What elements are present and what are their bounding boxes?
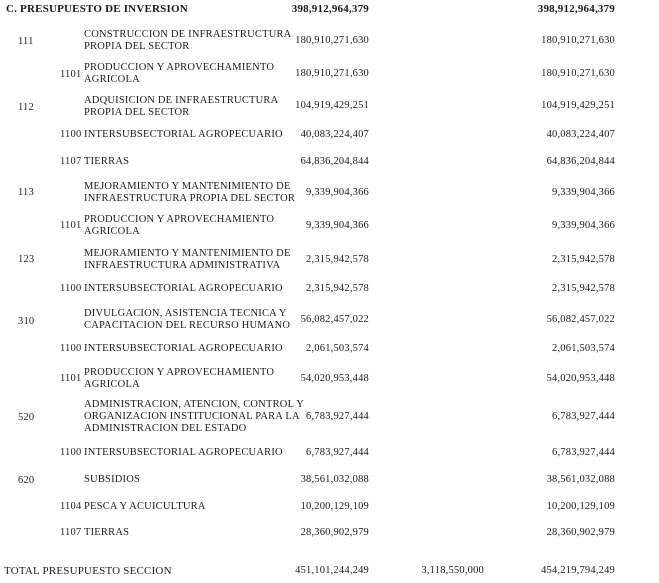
row-total: 54,020,953,448 xyxy=(546,373,615,384)
row-total: 2,315,942,578 xyxy=(552,283,615,294)
row-code: 1107 xyxy=(60,527,82,538)
row-description: DIVULGACION, ASISTENCIA TECNICA Y xyxy=(84,308,287,319)
row-total: 28,360,902,979 xyxy=(546,527,615,538)
row-code: 1100 xyxy=(60,343,82,354)
row-value: 6,783,927,444 xyxy=(306,447,369,458)
row-description: ADMINISTRACION DEL ESTADO xyxy=(84,423,247,434)
row-total: 64,836,204,844 xyxy=(546,156,615,167)
row-code: 1100 xyxy=(60,283,82,294)
row-description: MEJORAMIENTO Y MANTENIMIENTO DE xyxy=(84,248,291,259)
row-description: PRODUCCION Y APROVECHAMIENTO xyxy=(84,214,275,225)
row-code: 520 xyxy=(18,412,35,423)
row-description: AGRICOLA xyxy=(84,226,140,237)
row-value: 56,082,457,022 xyxy=(300,314,369,325)
row-description: ADQUISICION DE INFRAESTRUCTURA xyxy=(84,95,279,106)
row-code: 113 xyxy=(18,187,34,198)
row-code: 112 xyxy=(18,102,34,113)
row-value: 28,360,902,979 xyxy=(300,527,369,538)
row-code: 1101 xyxy=(60,69,82,80)
row-description: AGRICOLA xyxy=(84,379,140,390)
row-total: 56,082,457,022 xyxy=(546,314,615,325)
row-total: 180,910,271,630 xyxy=(541,35,615,46)
row-description: SUBSIDIOS xyxy=(84,474,141,485)
row-code: 1101 xyxy=(60,373,82,384)
row-total: 2,315,942,578 xyxy=(552,254,615,265)
row-description: PROPIA DEL SECTOR xyxy=(84,41,190,52)
row-value: 2,315,942,578 xyxy=(306,254,369,265)
row-value: 6,783,927,444 xyxy=(306,411,369,422)
row-code: 123 xyxy=(18,254,35,265)
row-description: ADMINISTRACION, ATENCION, CONTROL Y xyxy=(84,399,305,410)
row-code: 1107 xyxy=(60,156,82,167)
row-code: 1100 xyxy=(60,129,82,140)
row-code: 1104 xyxy=(60,501,82,512)
row-total: 6,783,927,444 xyxy=(552,447,615,458)
row-value: 104,919,429,251 xyxy=(295,100,369,111)
row-description: INTERSUBSECTORIAL AGROPECUARIO xyxy=(84,129,283,140)
row-description: ORGANIZACION INSTITUCIONAL PARA LA xyxy=(84,411,300,422)
grand-total-value-3: 454,219,794,249 xyxy=(541,565,615,576)
row-total: 38,561,032,088 xyxy=(546,474,615,485)
row-description: PRODUCCION Y APROVECHAMIENTO xyxy=(84,62,275,73)
row-description: TIERRAS xyxy=(84,156,130,167)
row-description: INTERSUBSECTORIAL AGROPECUARIO xyxy=(84,343,283,354)
row-code: 1100 xyxy=(60,447,82,458)
grand-total-value-2: 3,118,550,000 xyxy=(421,565,484,576)
row-total: 9,339,904,366 xyxy=(552,187,615,198)
row-value: 2,315,942,578 xyxy=(306,283,369,294)
row-total: 9,339,904,366 xyxy=(552,220,615,231)
row-total: 6,783,927,444 xyxy=(552,411,615,422)
row-description: AGRICOLA xyxy=(84,74,140,85)
row-total: 40,083,224,407 xyxy=(546,129,615,140)
section-total-1: 398,912,964,379 xyxy=(291,3,369,15)
row-total: 10,200,129,109 xyxy=(546,501,615,512)
row-description: TIERRAS xyxy=(84,527,130,538)
row-value: 54,020,953,448 xyxy=(300,373,369,384)
row-code: 310 xyxy=(18,316,35,327)
row-code: 1101 xyxy=(60,220,82,231)
row-description: INFRAESTRUCTURA PROPIA DEL SECTOR xyxy=(84,193,296,204)
row-description: CAPACITACION DEL RECURSO HUMANO xyxy=(84,320,291,331)
section-total-2: 398,912,964,379 xyxy=(537,3,615,15)
section-title: C. PRESUPUESTO DE INVERSION xyxy=(6,3,188,15)
row-total: 2,061,503,574 xyxy=(552,343,615,354)
row-value: 64,836,204,844 xyxy=(300,156,369,167)
row-value: 9,339,904,366 xyxy=(306,220,369,231)
row-value: 10,200,129,109 xyxy=(300,501,369,512)
row-description: PESCA Y ACUICULTURA xyxy=(84,501,206,512)
row-description: CONSTRUCCION DE INFRAESTRUCTURA xyxy=(84,29,292,40)
row-description: PRODUCCION Y APROVECHAMIENTO xyxy=(84,367,275,378)
row-value: 180,910,271,630 xyxy=(295,68,369,79)
row-code: 620 xyxy=(18,475,35,486)
row-value: 40,083,224,407 xyxy=(300,129,369,140)
row-description: MEJORAMIENTO Y MANTENIMIENTO DE xyxy=(84,181,291,192)
row-description: INTERSUBSECTORIAL AGROPECUARIO xyxy=(84,283,283,294)
row-value: 180,910,271,630 xyxy=(295,35,369,46)
row-description: PROPIA DEL SECTOR xyxy=(84,107,190,118)
row-description: INTERSUBSECTORIAL AGROPECUARIO xyxy=(84,447,283,458)
grand-total-label: TOTAL PRESUPUESTO SECCION xyxy=(4,565,172,577)
row-value: 2,061,503,574 xyxy=(306,343,369,354)
row-total: 104,919,429,251 xyxy=(541,100,615,111)
row-code: 111 xyxy=(18,36,34,47)
grand-total-value-1: 451,101,244,249 xyxy=(295,565,369,576)
row-value: 9,339,904,366 xyxy=(306,187,369,198)
row-description: INFRAESTRUCTURA ADMINISTRATIVA xyxy=(84,260,281,271)
row-value: 38,561,032,088 xyxy=(300,474,369,485)
row-total: 180,910,271,630 xyxy=(541,68,615,79)
